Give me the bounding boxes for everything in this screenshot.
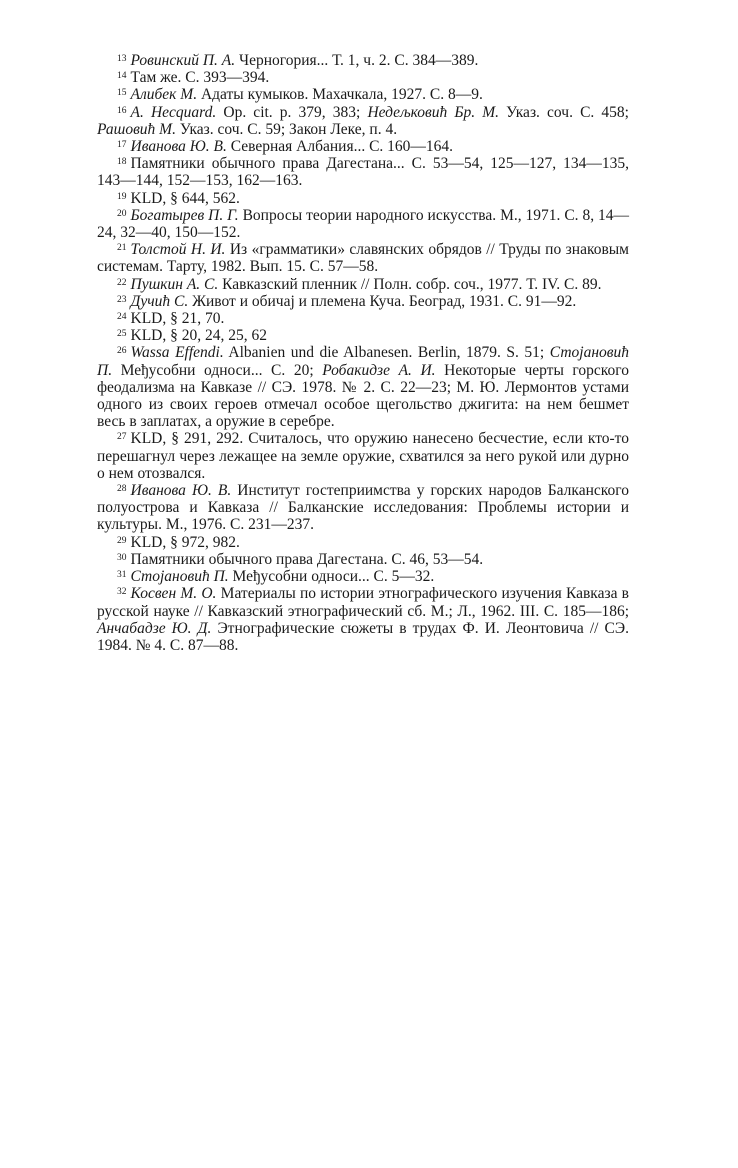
- footnote-15: [97, 86, 629, 103]
- footnote-30: [97, 551, 629, 568]
- footnote-text: KLD, § 644, 562.: [130, 189, 240, 207]
- footnote-text: Материалы по истории этнографического изучения Кавказа в русской науке // Кавказский этнографический сб. М.; Л., 1962. III. С. 185—186;: [97, 585, 629, 620]
- footnote-number: 29: [117, 535, 127, 546]
- footnote-24: [97, 310, 629, 327]
- footnote-number: 25: [117, 329, 127, 340]
- footnote-text: Указ. соч. С. 458;: [499, 103, 629, 121]
- footnote-17: [97, 138, 629, 155]
- footnote-text: Кавказский пленник // Полн. собр. соч., 1977. Т. IV. С. 89.: [218, 275, 602, 293]
- footnote-text: Адаты кумыков. Махачкала, 1927. С. 8—9.: [197, 86, 483, 104]
- footnote-text: KLD, § 21, 70.: [130, 310, 225, 328]
- footnote-number: 20: [117, 208, 127, 219]
- footnote-text: KLD, § 291, 292. Считалось, что оружию нанесено бесчестие, если кто-то перешагнул через лежащее на земле оружие, схватился за него рукой или дурно о нем отозвался.: [97, 430, 629, 482]
- footnote-number: 19: [117, 191, 127, 202]
- footnote-list: [97, 52, 629, 654]
- footnote-number: 30: [117, 552, 127, 563]
- footnote-author: Рашовић М.: [97, 120, 176, 138]
- footnote-27: [97, 430, 629, 482]
- footnote-number: 26: [117, 346, 127, 357]
- footnote-author: Ровинский П. А.: [130, 52, 236, 69]
- footnote-number: 18: [117, 157, 127, 168]
- footnote-author: Пушкин А. С.: [130, 275, 219, 293]
- footnotes-page: [97, 52, 629, 654]
- footnote-number: 16: [117, 105, 127, 116]
- footnote-29: [97, 534, 629, 551]
- footnote-text: Вопросы теории народного искусства. М., 1971. С. 8, 14—24, 32—40, 150—152.: [97, 206, 629, 242]
- footnote-author: A. Hecquard.: [130, 103, 217, 121]
- footnote-text: Albanien und die Albanesen. Berlin, 1879. S. 51;: [223, 344, 550, 362]
- footnote-author: Косвен М. О.: [130, 585, 217, 603]
- footnote-author: Иванова Ю. В.: [130, 482, 232, 500]
- footnote-text: Черногория... Т. 1, ч. 2. С. 384—389.: [235, 52, 479, 69]
- footnote-author: Толстой Н. И.: [130, 241, 226, 259]
- footnote-author: Робакидзе А. И.: [322, 361, 436, 379]
- footnote-number: 27: [117, 432, 127, 443]
- footnote-text: Живот и обичаj и племена Куча. Београд, 1931. С. 91—92.: [188, 292, 577, 310]
- footnote-author: Иванова Ю. В.: [130, 138, 227, 156]
- footnote-author: Дучић С.: [130, 292, 189, 310]
- footnote-31: [97, 568, 629, 585]
- footnote-text: Институт гостеприимства у горских народов Балканского полуострова и Кавказа // Балканские исследования: Проблемы истории и культуры. М., 1976. С. 231—237.: [97, 482, 629, 534]
- footnote-32: [97, 585, 629, 654]
- footnote-26: [97, 344, 629, 430]
- footnote-number: 32: [117, 587, 127, 598]
- footnote-text: Некоторые черты горского феодализма на Кавказе // СЭ. 1978. № 2. С. 22—23; М. Ю. Лермонтов устами одного из своих героев отмечал особое щегольство джигита: на нем бешмет весь в заплатах, а оружие в серебре.: [97, 361, 629, 431]
- footnote-number: 22: [117, 277, 127, 288]
- footnote-number: 15: [117, 88, 127, 99]
- footnote-text: Этнографические сюжеты в трудах Ф. И. Леонтовича // СЭ. 1984. № 4. С. 87—88.: [97, 619, 629, 654]
- footnote-number: 28: [117, 484, 127, 495]
- footnote-16: [97, 104, 629, 138]
- footnote-14: [97, 69, 629, 86]
- footnote-18: [97, 155, 629, 189]
- footnote-23: [97, 293, 629, 310]
- footnote-21: [97, 241, 629, 275]
- footnote-author: Недељковић Бр. М.: [367, 103, 500, 121]
- footnote-text: Памятники обычного права Дагестана. С. 46, 53—54.: [130, 550, 484, 568]
- footnote-text: Северная Албания... С. 160—164.: [226, 138, 454, 156]
- footnote-text: Op. cit. p. 379, 383;: [216, 103, 368, 121]
- footnote-text: Међусобни односи... С. 20;: [112, 361, 323, 379]
- footnote-author: Алибек М.: [130, 86, 198, 104]
- footnote-number: 23: [117, 294, 127, 305]
- footnote-author: Богатырев П. Г.: [130, 206, 239, 224]
- footnote-author: Wassa Effendi.: [130, 344, 224, 362]
- footnote-28: [97, 482, 629, 534]
- footnote-25: [97, 327, 629, 344]
- footnote-author: Анчабадзе Ю. Д.: [97, 619, 212, 637]
- footnote-number: 13: [117, 54, 127, 64]
- footnote-number: 14: [117, 71, 127, 82]
- footnote-text: Међусобни односи... С. 5—32.: [228, 568, 435, 586]
- footnote-text: KLD, § 972, 982.: [130, 533, 240, 551]
- footnote-number: 21: [117, 243, 127, 254]
- footnote-number: 24: [117, 312, 127, 323]
- footnote-author: Стоjановић П.: [130, 568, 229, 586]
- footnote-22: [97, 276, 629, 293]
- footnote-text: KLD, § 20, 24, 25, 62: [130, 327, 267, 345]
- footnote-text: Указ. соч. С. 59; Закон Леке, п. 4.: [175, 120, 398, 138]
- footnote-text: Там же. С. 393—394.: [130, 69, 270, 87]
- footnote-number: 31: [117, 570, 127, 581]
- footnote-author: Стоjановић П.: [97, 344, 629, 379]
- footnote-19: [97, 190, 629, 207]
- footnote-text: Из «грамматики» славянских обрядов // Труды по знаковым системам. Тарту, 1982. Вып. 15. С. 57—58.: [97, 241, 629, 276]
- footnote-text: Памятники обычного права Дагестана... С. 53—54, 125—127, 134—135, 143—144, 152—153, 162—163.: [97, 155, 629, 190]
- footnote-13: [97, 52, 629, 69]
- footnote-number: 17: [117, 140, 127, 151]
- footnote-20: [97, 207, 629, 241]
